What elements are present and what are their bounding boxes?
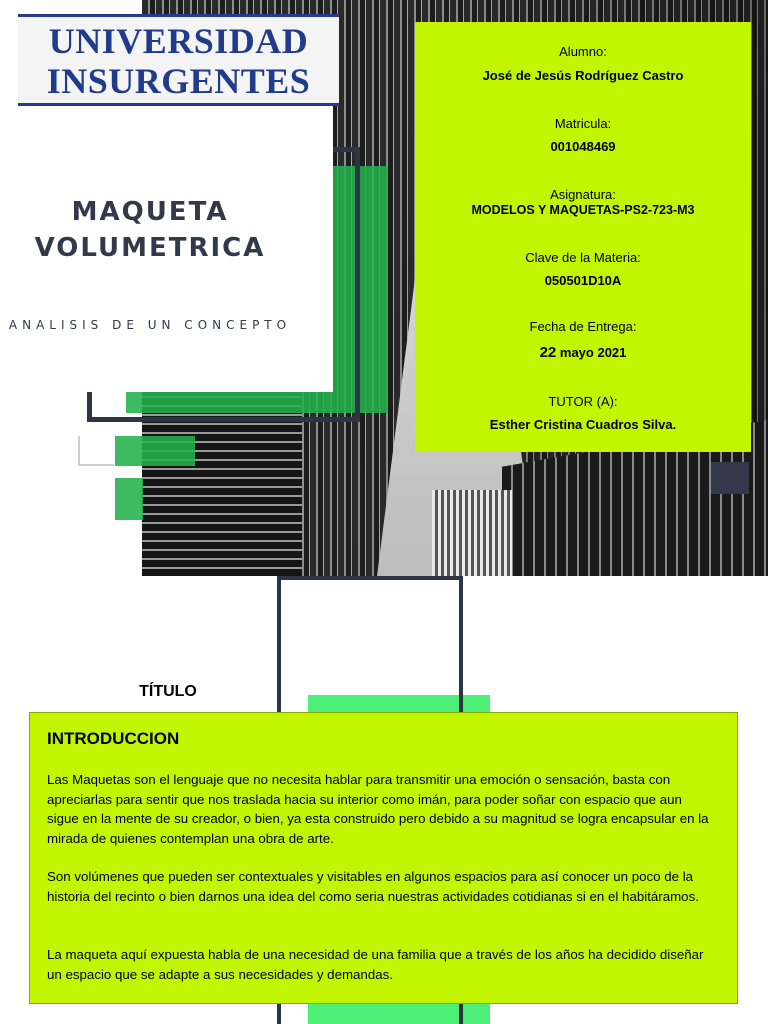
- intro-paragraph-2: Son volúmenes que pueden ser contextuales y visitables en algunos espacios para así conocer un poco de la historia del recinto o bien darnos una idea del como seria nuestras actividades cotidianas si en el habitáramos.: [47, 869, 699, 904]
- frame-line-right: [355, 147, 360, 422]
- logo-line-1: UNIVERSIDAD: [48, 21, 309, 61]
- fecha-month-year: mayo 2021: [556, 345, 627, 360]
- tutor-value: Esther Cristina Cuadros Silva.: [489, 417, 677, 432]
- clave-value: 050501D10A: [544, 273, 622, 288]
- thin-divider: [78, 436, 80, 466]
- clave-label: Clave de la Materia:: [525, 250, 641, 265]
- thin-divider-h: [78, 464, 114, 466]
- intro-paragraph-1: Las Maquetas son el lenguaje que no necesita hablar para transmitir una emoción o sensación, basta con apreciarlas para sentir que nos traslada hacia su interior como imán, para poder soñar con espacio que aun sigue en la mente de su creador, o bien, ya esta construido pero debido a su magnitud se logra encapsular en la mirada de quienes contemplan una obra de arte.: [47, 772, 709, 846]
- matricula-value: 001048469: [550, 139, 616, 154]
- logo-line-2: INSURGENTES: [46, 61, 311, 101]
- green-block-small-2: [115, 478, 143, 520]
- alumno-label: Alumno:: [559, 44, 607, 59]
- asignatura-value: MODELOS Y MAQUETAS-PS2-723-M3: [471, 203, 695, 217]
- document-subtitle: ANALISIS DE UN CONCEPTO: [8, 318, 292, 332]
- university-logo: [18, 14, 339, 106]
- introduction-box: [29, 712, 738, 1004]
- asignatura-label: Asignatura:: [550, 187, 616, 202]
- fecha-day: 22: [539, 344, 557, 361]
- fecha-label: Fecha de Entrega:: [529, 319, 637, 334]
- document-title: MAQUETA VOLUMETRICA: [34, 197, 266, 263]
- title-card: [0, 106, 333, 392]
- dark-square: [711, 462, 749, 494]
- fecha-value: [415, 344, 751, 361]
- intro-heading: INTRODUCCION: [47, 729, 180, 748]
- intro-paragraph-3: La maqueta aquí expuesta habla de una necesidad de una familia que a través de los años ha decidido diseñar un espacio que se adapte a sus necesidades y demandas.: [47, 947, 704, 982]
- student-info-panel: [415, 22, 751, 452]
- tutor-label: TUTOR (A):: [548, 394, 618, 409]
- green-block-small-1: [115, 436, 195, 466]
- tower-center: [432, 490, 512, 576]
- matricula-label: Matricula:: [554, 116, 612, 131]
- alumno-value: José de Jesús Rodríguez Castro: [482, 68, 684, 83]
- titulo-label: TÍTULO: [139, 683, 197, 700]
- frame-line-bottom: [87, 417, 360, 422]
